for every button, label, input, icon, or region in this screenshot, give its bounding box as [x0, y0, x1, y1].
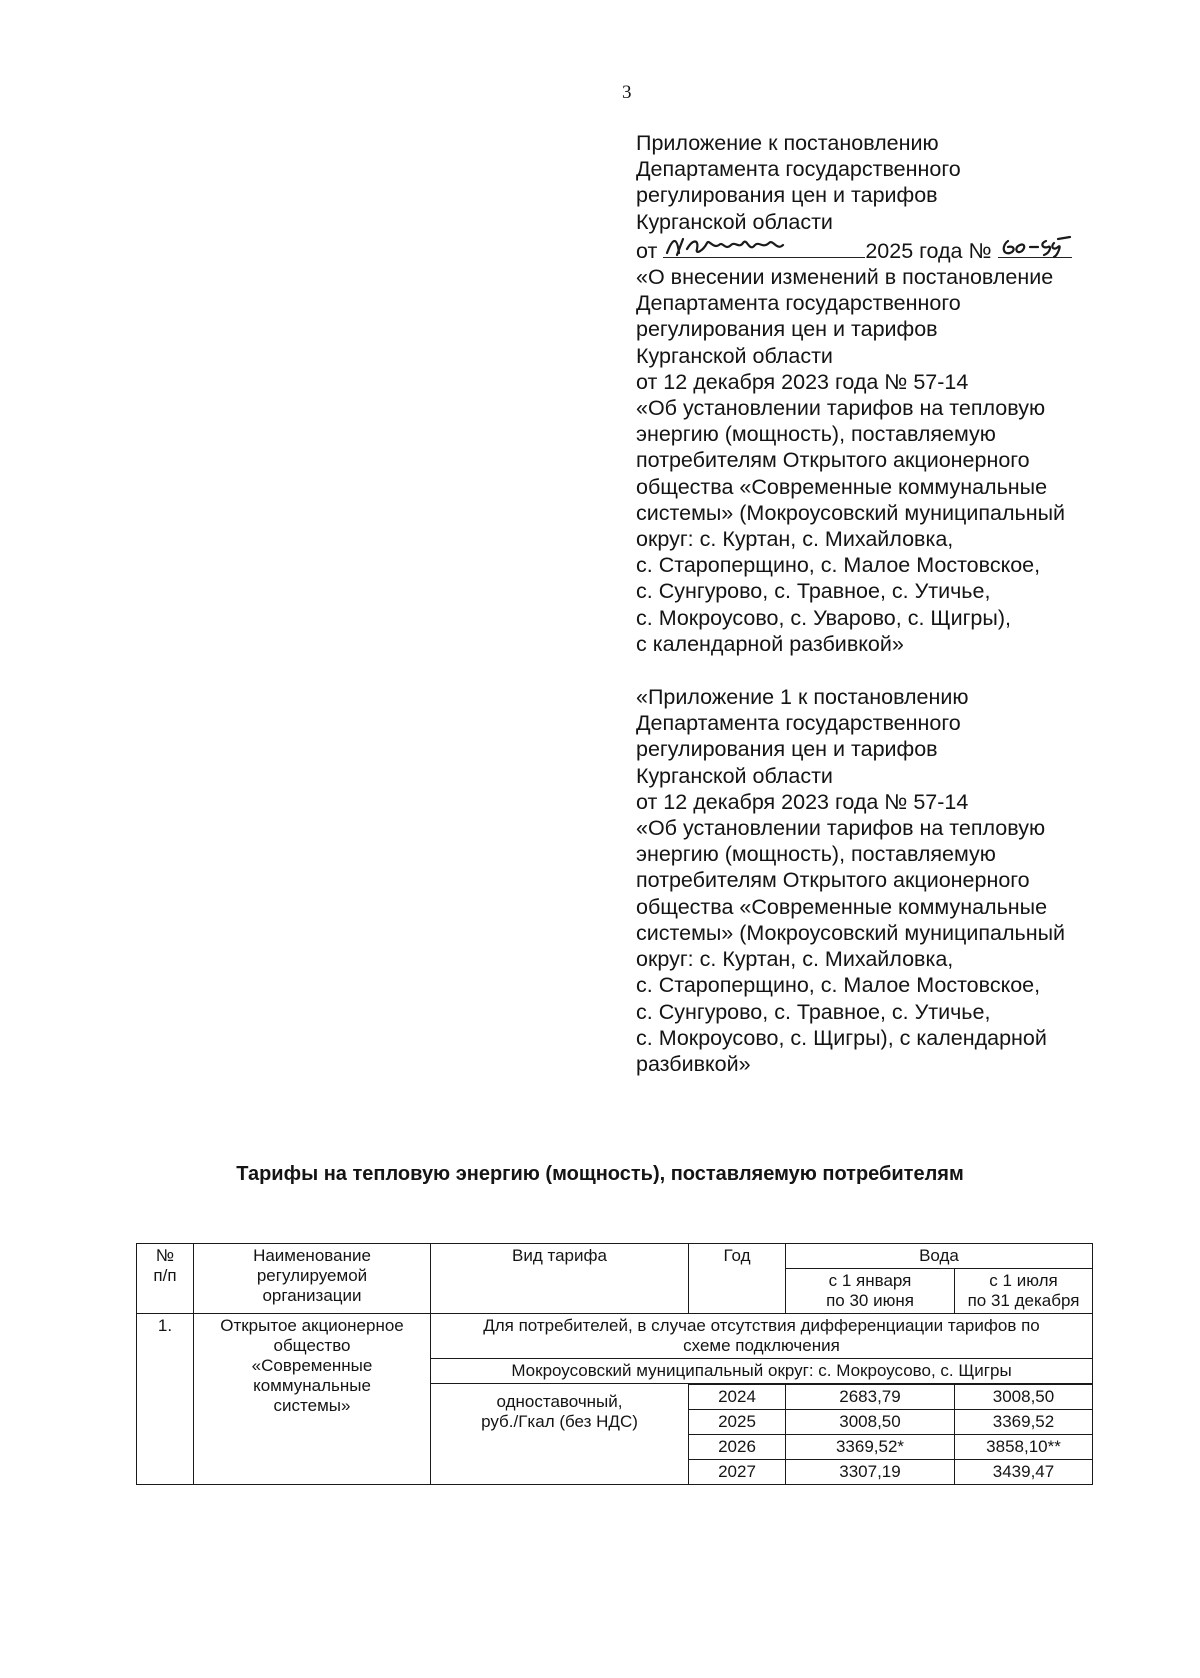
- note-cell: Для потребителей, в случае отсутствия дифференциации тарифов по схеме подключения: [431, 1314, 1093, 1359]
- appendix-line: Департамента государственного: [636, 291, 961, 316]
- appendix1-line: общества «Современные коммунальные: [636, 894, 1048, 919]
- value-h1-cell: 3008,50: [786, 1410, 955, 1435]
- tariff-table: [136, 1243, 1093, 1485]
- appendix-line: Курганской области: [636, 209, 833, 234]
- header-period-2: с 1 июля по 31 декабря: [955, 1269, 1093, 1314]
- year-cell: 2025: [689, 1410, 786, 1435]
- appendix-block-2: [636, 684, 1106, 1077]
- value-h1-cell: 2683,79: [786, 1385, 955, 1410]
- handwritten-number-signature: [998, 233, 1072, 259]
- page-number: 3: [622, 82, 632, 103]
- appendix-line: общества «Современные коммунальные: [636, 474, 1048, 499]
- appendix-line: с календарной разбивкой»: [636, 631, 904, 656]
- appendix1-line: разбивкой»: [636, 1051, 751, 1076]
- value-h2-cell: 3439,47: [955, 1460, 1093, 1485]
- value-h2-cell: 3369,52: [955, 1410, 1093, 1435]
- header-org: Наименование регулируемой организации: [194, 1244, 431, 1314]
- organization-cell: Открытое акционерное общество «Современные коммунальные системы»: [194, 1314, 431, 1485]
- tariff-kind-cell: одноставочный, руб./Гкал (без НДС): [431, 1384, 689, 1485]
- appendix-line: с. Староперщино, с. Малое Мостовское,: [636, 553, 1041, 578]
- table-title: Тарифы на тепловую энергию (мощность), поставляемую потребителям: [236, 1163, 964, 1185]
- appendix-line: потребителям Открытого акционерного: [636, 448, 1030, 473]
- appendix-block-1: [636, 130, 1106, 657]
- header-year: Год: [689, 1244, 786, 1314]
- value-h1-cell: 3369,52*: [786, 1435, 955, 1460]
- appendix-line: системы» (Мокроусовский муниципальный: [636, 500, 1066, 525]
- year-cell: 2026: [689, 1435, 786, 1460]
- header-group: Вода: [786, 1244, 1093, 1269]
- date-prefix: от: [636, 238, 658, 263]
- value-h1-cell: 3307,19: [786, 1460, 955, 1485]
- appendix1-line: регулирования цен и тарифов: [636, 737, 938, 762]
- appendix-line: «О внесении изменений в постановление: [636, 265, 1054, 290]
- appendix-line: Департамента государственного: [636, 157, 961, 182]
- table-row: [137, 1314, 1093, 1359]
- appendix-line: с. Сунгурово, с. Травное, с. Утичье,: [636, 579, 991, 604]
- value-h2-cell: 3008,50: [955, 1385, 1093, 1410]
- appendix1-line: энергию (мощность), поставляемую: [636, 842, 996, 867]
- value-h2-cell: 3858,10**: [955, 1435, 1093, 1460]
- district-cell: Мокроусовский муниципальный округ: с. Мокроусово, с. Щигры: [431, 1359, 1093, 1384]
- appendix1-line: Департамента государственного: [636, 711, 961, 736]
- appendix-line: Приложение к постановлению: [636, 131, 939, 155]
- appendix-line: округ: с. Куртан, с. Михайловка,: [636, 527, 954, 552]
- date-suffix: 2025 года №: [865, 238, 992, 263]
- appendix1-line: «Об установлении тарифов на тепловую: [636, 816, 1046, 841]
- appendix-line: Курганской области: [636, 343, 833, 368]
- appendix1-line: с. Мокроусово, с. Щигры), с календарной: [636, 1025, 1047, 1050]
- appendix1-line: с. Староперщино, с. Малое Мостовское,: [636, 973, 1041, 998]
- handwritten-date: [663, 235, 865, 258]
- appendix-line: регулирования цен и тарифов: [636, 317, 938, 342]
- year-cell: 2024: [689, 1385, 786, 1410]
- appendix1-line: потребителям Открытого акционерного: [636, 868, 1030, 893]
- appendix1-line: системы» (Мокроусовский муниципальный: [636, 920, 1066, 945]
- appendix-header: [636, 130, 1106, 1077]
- appendix1-line: от 12 декабря 2023 года № 57-14: [636, 789, 969, 814]
- appendix-line: от 12 декабря 2023 года № 57-14: [636, 369, 969, 394]
- date-line: [636, 235, 1106, 264]
- row-number: 1.: [137, 1314, 194, 1485]
- header-num: № п/п: [137, 1244, 194, 1314]
- appendix-line: энергию (мощность), поставляемую: [636, 422, 996, 447]
- appendix1-line: с. Сунгурово, с. Травное, с. Утичье,: [636, 999, 991, 1024]
- handwritten-date-signature: [663, 233, 813, 259]
- header-period-1: с 1 января по 30 июня: [786, 1269, 955, 1314]
- appendix-line: «Об установлении тарифов на тепловую: [636, 396, 1046, 421]
- appendix1-line: округ: с. Куртан, с. Михайловка,: [636, 947, 954, 972]
- appendix-line: регулирования цен и тарифов: [636, 183, 938, 208]
- appendix1-line: «Приложение 1 к постановлению: [636, 685, 969, 710]
- table-header-row: [137, 1244, 1093, 1269]
- header-kind: Вид тарифа: [431, 1244, 689, 1314]
- year-cell: 2027: [689, 1460, 786, 1485]
- appendix-line: с. Мокроусово, с. Уварово, с. Щигры),: [636, 605, 1011, 630]
- appendix1-line: Курганской области: [636, 763, 833, 788]
- handwritten-number: [998, 235, 1072, 258]
